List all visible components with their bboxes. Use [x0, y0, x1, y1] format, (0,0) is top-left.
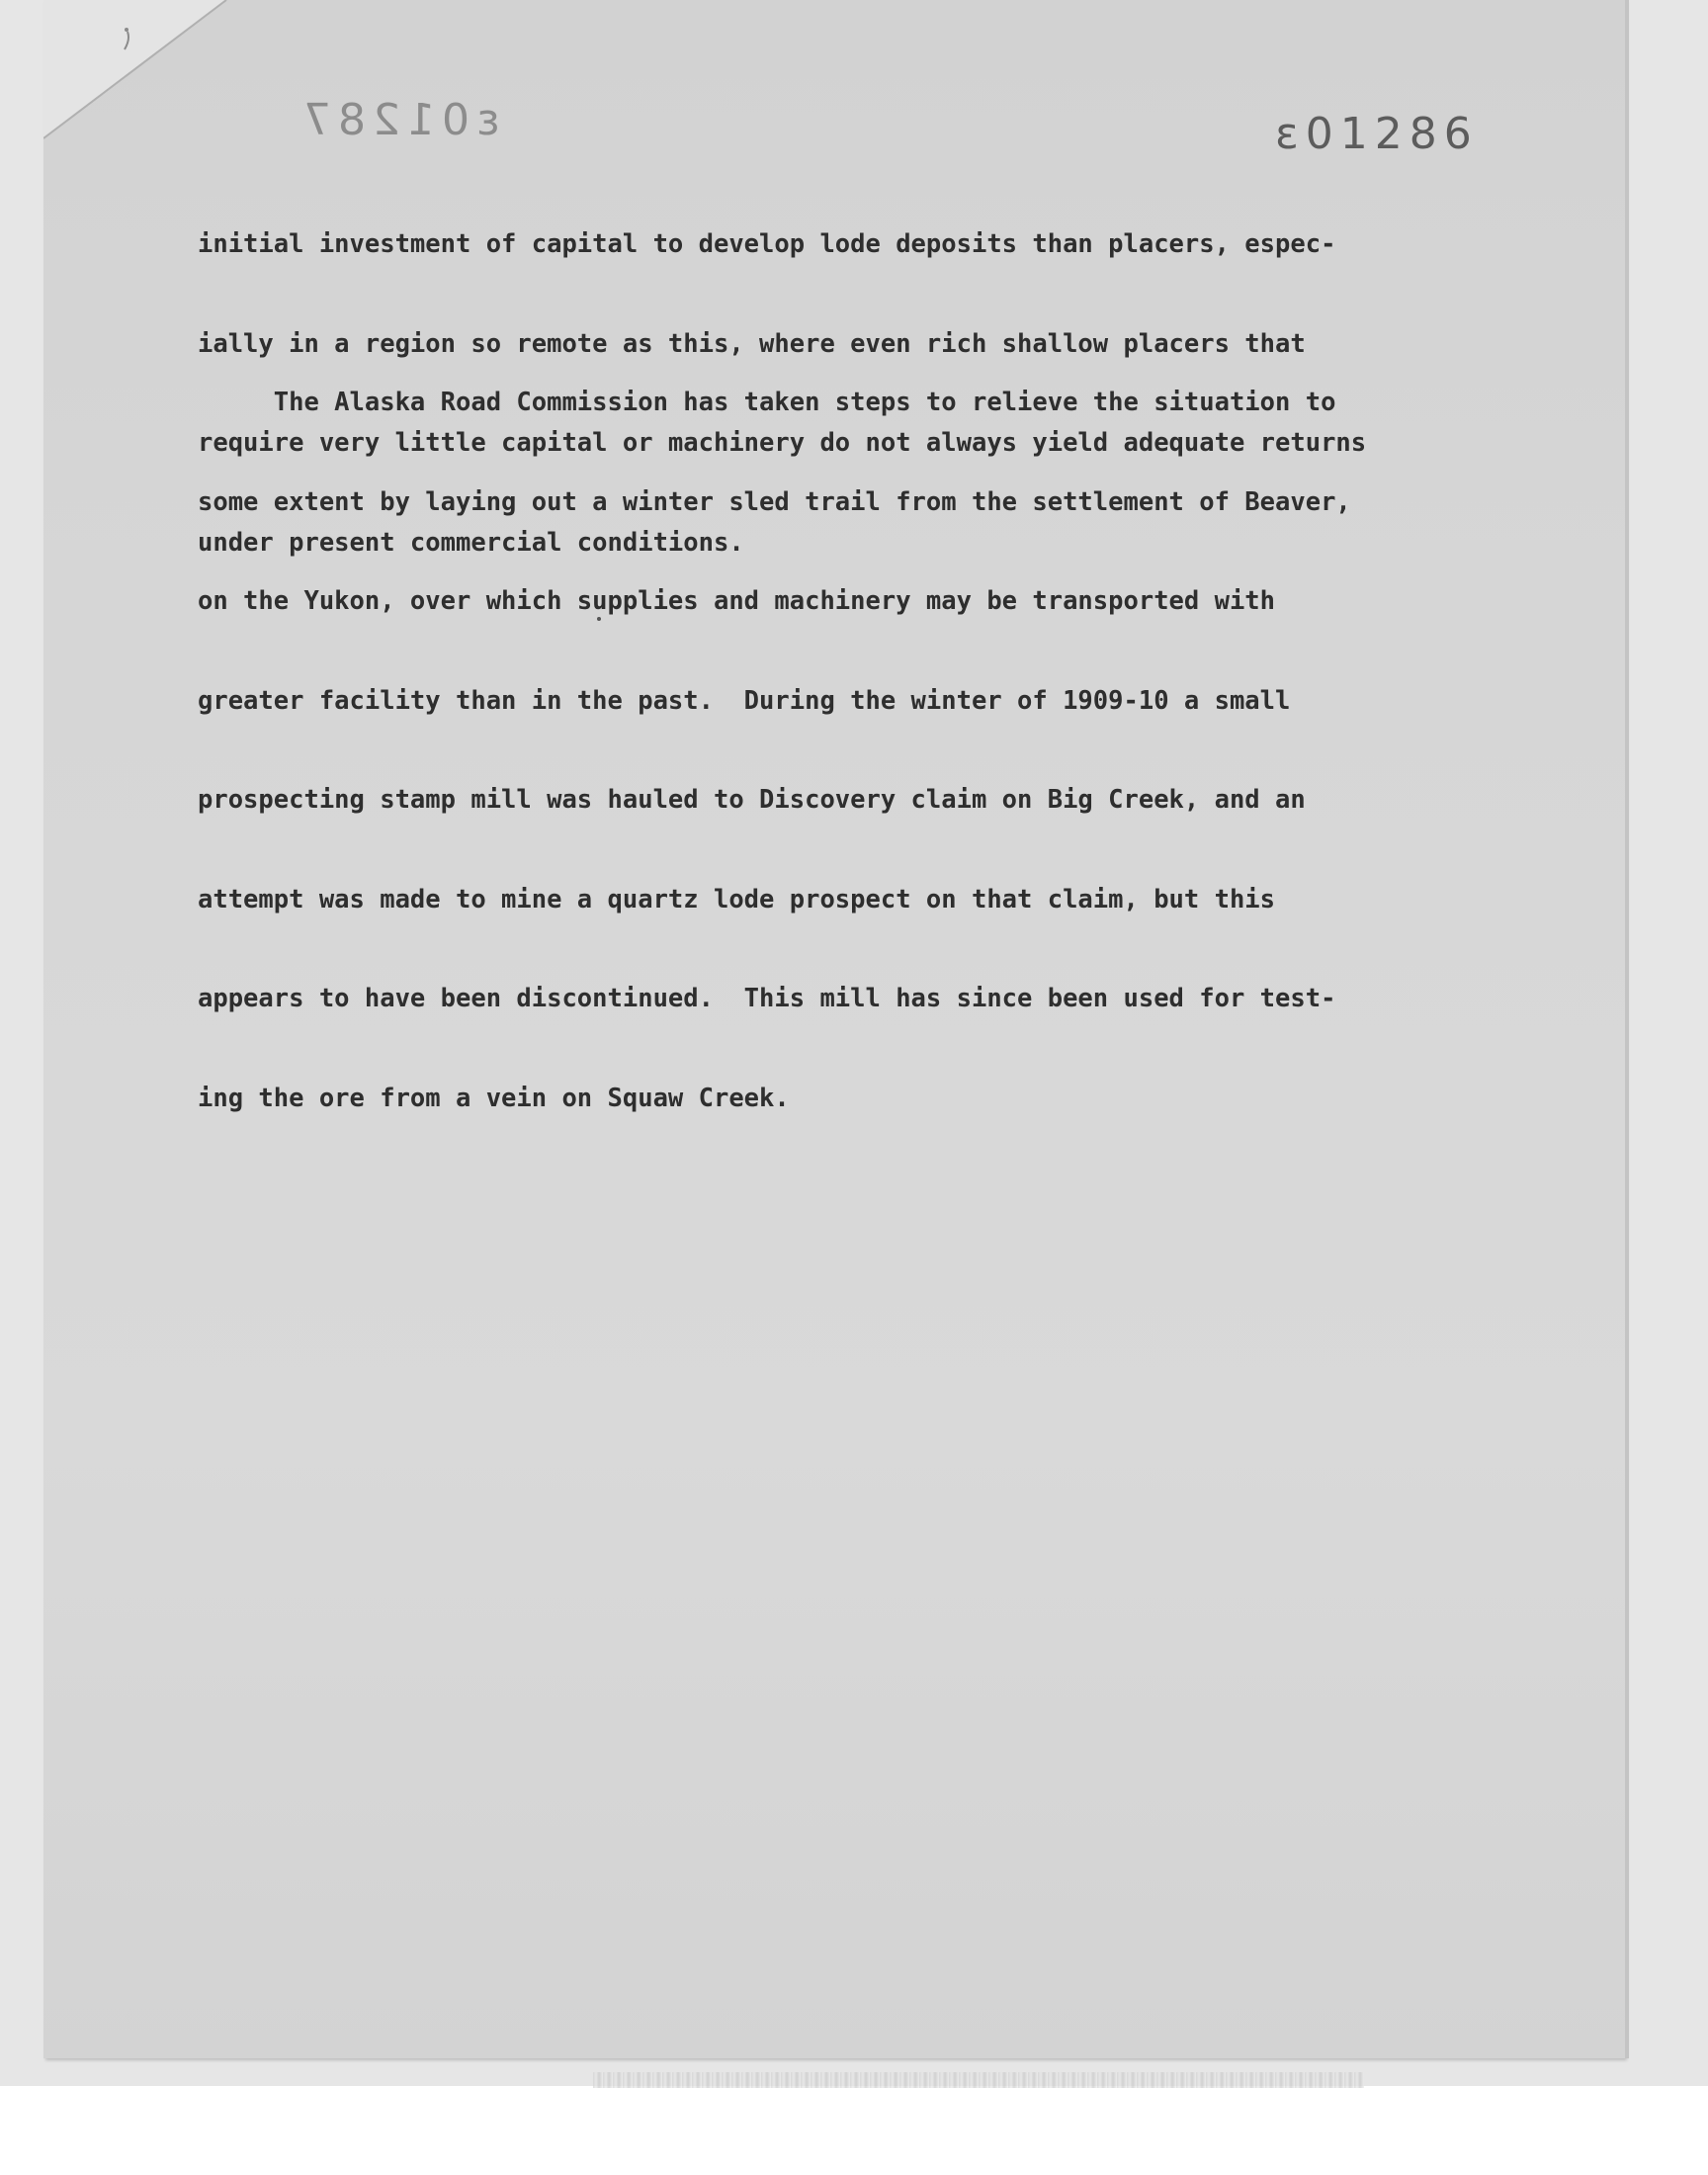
paragraph-line: some extent by laying out a winter sled trail from the settlement of Beaver, — [198, 486, 1351, 517]
mirrored-stamp-number: ε01287 — [297, 95, 500, 145]
paragraph-line: greater facility than in the past. During the winter of 1909-10 a small — [198, 685, 1291, 716]
paragraph-line: attempt was made to mine a quartz lode prospect on that claim, but this — [198, 884, 1276, 914]
paragraph-line: The Alaska Road Commission has taken steps to relieve the situation to — [198, 388, 1336, 417]
paragraph-line: appears to have been discontinued. This mill has since been used for test- — [198, 984, 1336, 1013]
paragraph-line: initial investment of capital to develop lode deposits than placers, espec- — [198, 229, 1336, 259]
scan-margin — [0, 2086, 1708, 2175]
paragraph-line: ing the ore from a vein on Squaw Creek. — [198, 1083, 790, 1113]
stamp-number: ε01286 — [1275, 109, 1479, 159]
paragraph-line: under present commercial conditions. — [198, 527, 744, 558]
paragraph-2 — [198, 320, 1483, 1149]
folded-corner — [43, 0, 241, 148]
paragraph-line: ially in a region so remote as this, where even rich shallow placers that — [198, 328, 1306, 359]
paragraph-line: prospecting stamp mill was hauled to Discovery claim on Big Creek, and an — [198, 785, 1306, 815]
paragraph-line: require very little capital or machinery do not always yield adequate returns — [198, 428, 1367, 458]
page-edge — [1625, 0, 1629, 2058]
ink-speck — [597, 617, 601, 621]
paragraph-line: on the Yukon, over which supplies and machinery may be transported with — [198, 586, 1276, 616]
scan-artifact — [593, 2072, 1364, 2088]
